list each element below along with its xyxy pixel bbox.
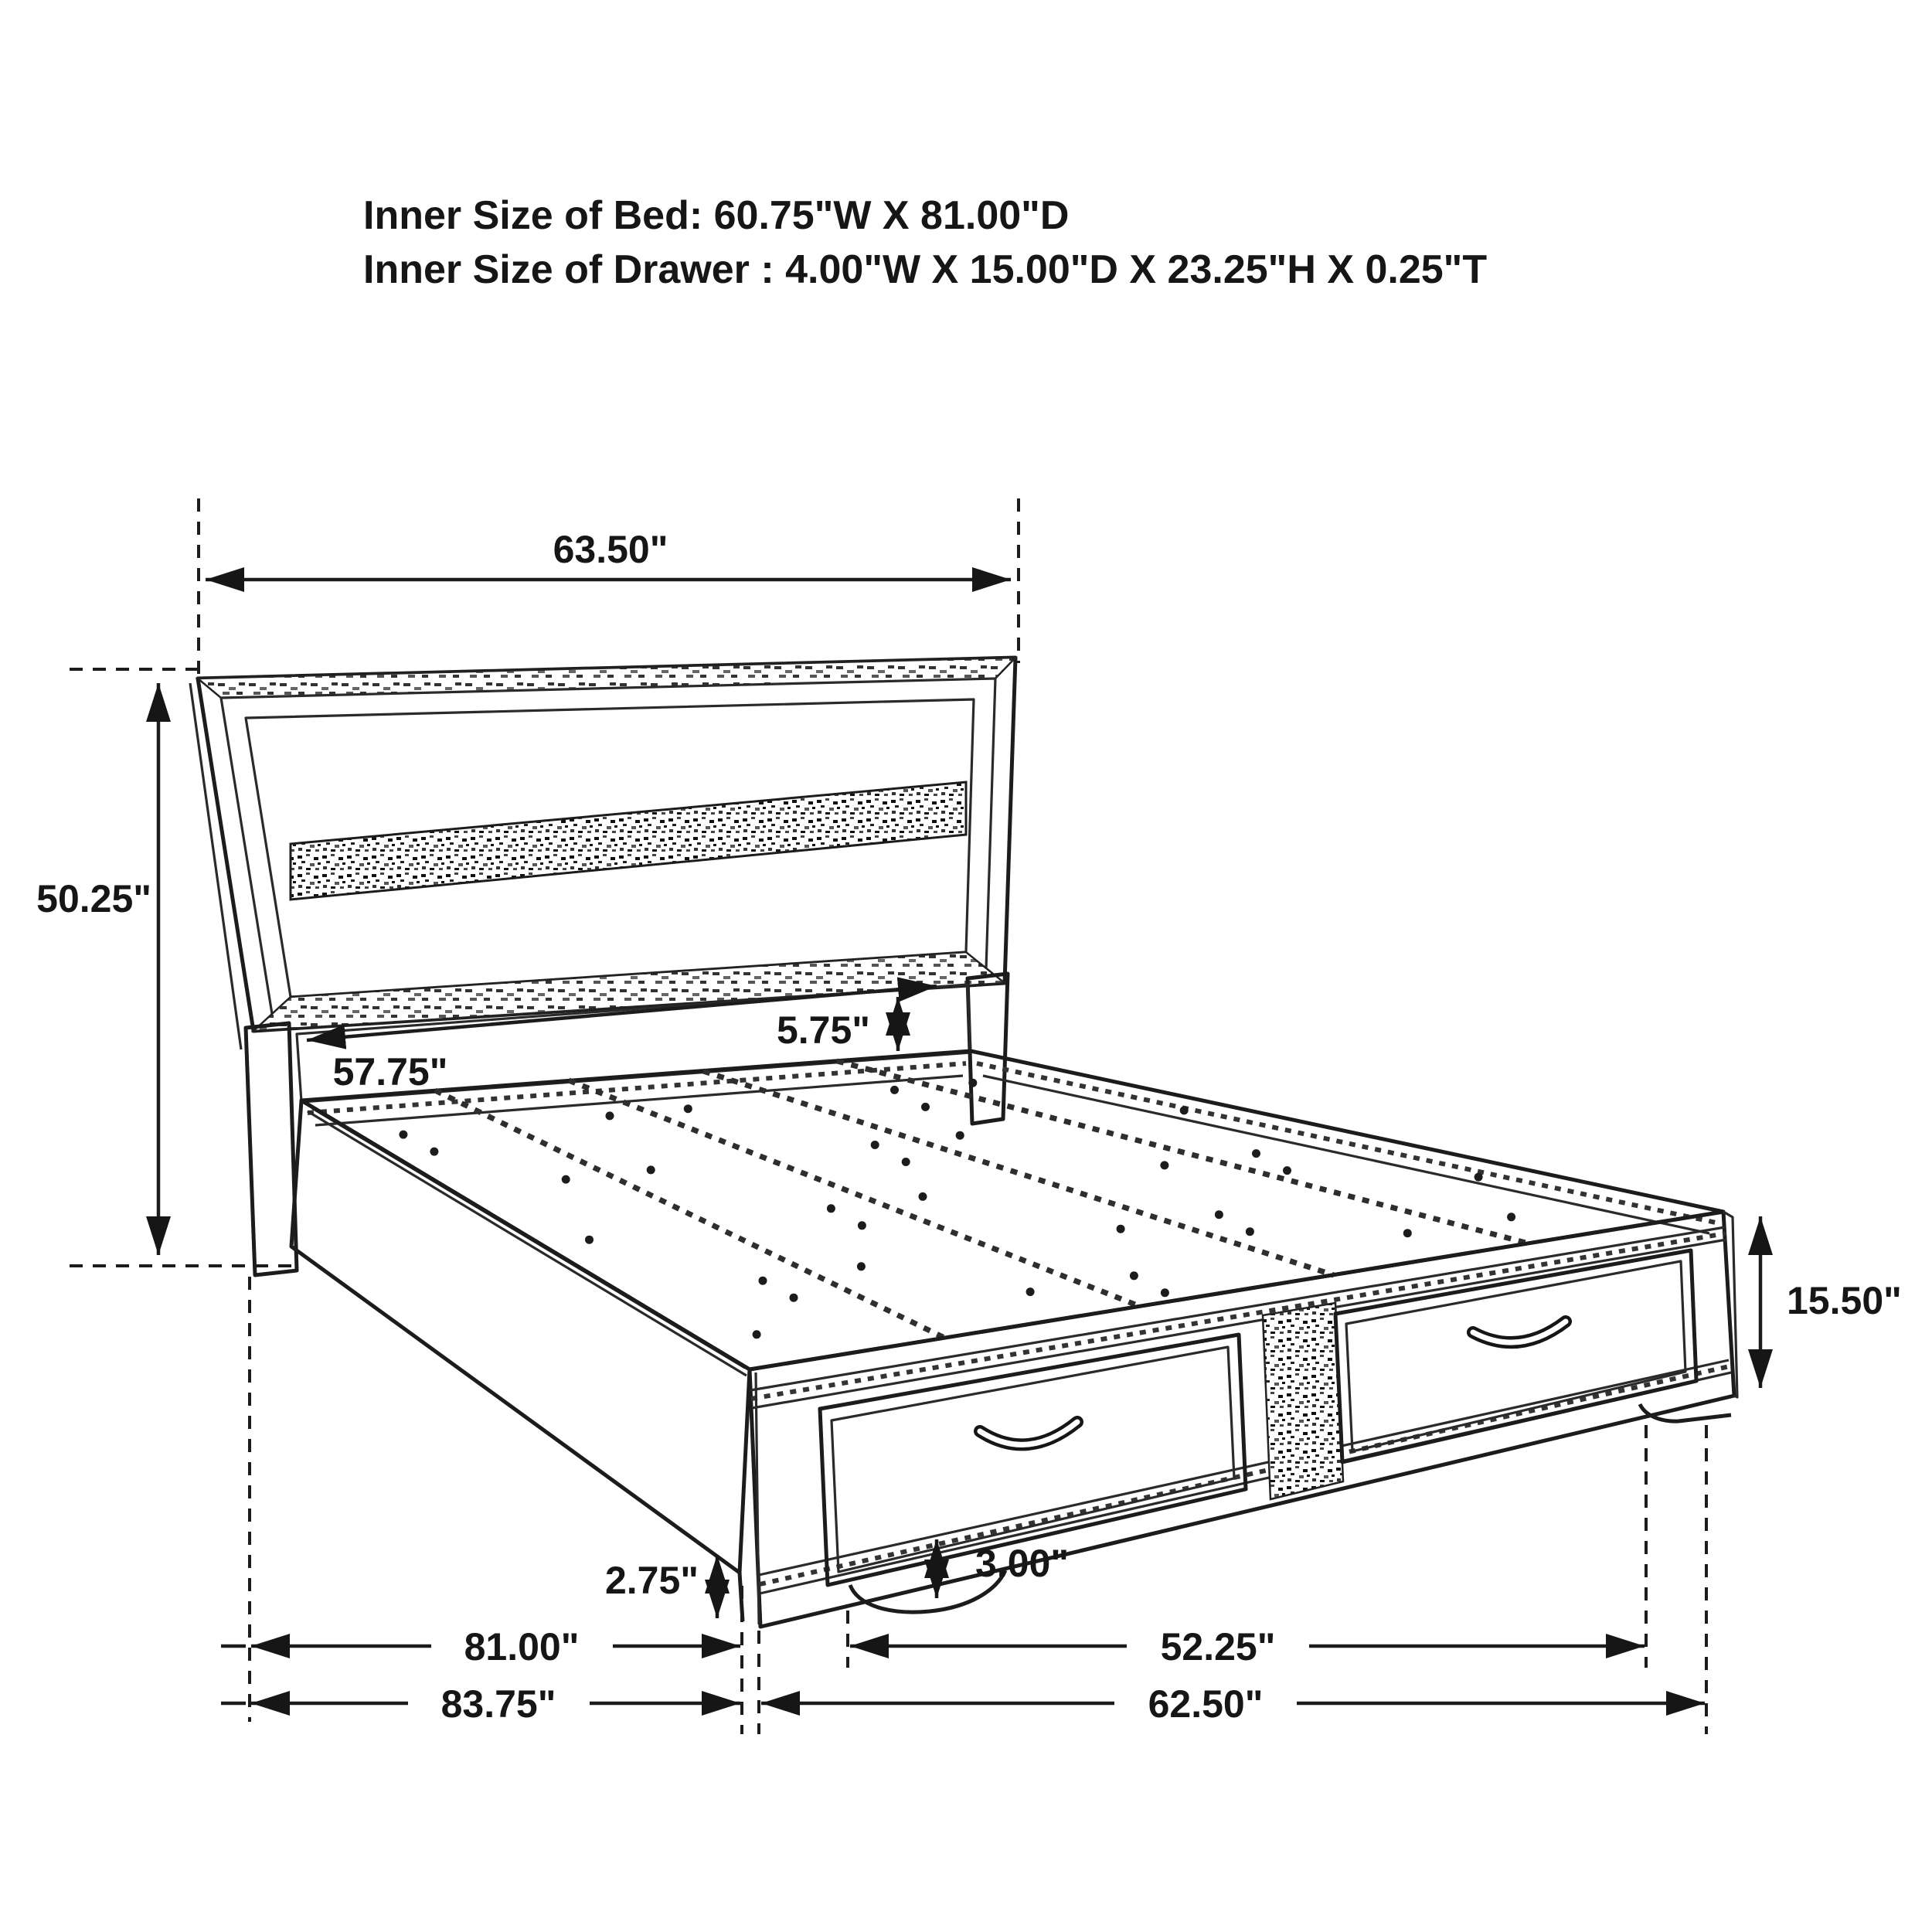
deck-dot: [858, 1221, 866, 1230]
dim-rail-height: [777, 997, 898, 1052]
dim-footboard-width: [761, 1677, 1705, 1730]
dim-label: 62.50": [1148, 1682, 1264, 1726]
deck-dot: [606, 1111, 614, 1120]
deck-dot: [1026, 1287, 1035, 1296]
deck-dot: [1403, 1229, 1412, 1237]
title-block: [363, 193, 1487, 292]
dim-rail-clearance: [605, 1555, 717, 1618]
mattress-deck: [301, 1051, 1723, 1369]
deck-right-bead: [977, 1063, 1716, 1223]
headboard-edge-line: [190, 683, 241, 1049]
dimension-annotations: [36, 528, 1902, 1730]
dim-label: 83.75": [440, 1682, 556, 1726]
headboard-left-leg: [246, 1023, 297, 1275]
deck-dot: [1215, 1210, 1223, 1219]
dim-footboard-height: [1760, 1216, 1902, 1388]
deck-dot: [399, 1131, 407, 1139]
deck-dot: [1283, 1166, 1291, 1175]
dim-label: 63.50": [553, 528, 668, 571]
deck-dot: [1161, 1288, 1169, 1297]
deck-dot: [902, 1158, 910, 1166]
slat-seam: [569, 1080, 1139, 1306]
dim-headboard-width: [206, 528, 1011, 580]
deck-dot: [1130, 1271, 1138, 1280]
dim-label: 52.25": [1160, 1625, 1276, 1668]
deck-dot: [585, 1236, 594, 1244]
footboard-left-edge: [756, 1372, 759, 1624]
deck-dot: [684, 1104, 692, 1113]
dim-headboard-height: [36, 683, 158, 1255]
deck-dot: [430, 1148, 438, 1156]
deck-dot: [857, 1262, 866, 1270]
deck-dot: [1246, 1227, 1254, 1236]
deck-dot: [827, 1204, 835, 1213]
deck-dot: [1507, 1213, 1515, 1221]
deck-dot: [759, 1277, 767, 1285]
dim-overall-depth: [221, 1677, 740, 1730]
deck-dot: [968, 1079, 977, 1087]
deck-surface: [301, 1051, 1723, 1369]
deck-dot: [921, 1103, 930, 1111]
dim-label: 57.75": [332, 1050, 448, 1094]
slat-seam: [837, 1061, 1529, 1243]
dim-inner-depth: [221, 1620, 740, 1672]
deck-dot: [919, 1192, 927, 1201]
deck-dot: [647, 1165, 655, 1174]
footboard-top-border: [750, 1227, 1725, 1390]
deck-dot: [871, 1141, 879, 1149]
deck-dot: [1252, 1149, 1260, 1158]
deck-dot: [1160, 1161, 1168, 1169]
headboard-top-molding: [198, 658, 1015, 698]
deck-dot: [753, 1330, 761, 1338]
title-line-1: Inner Size of Bed: 60.75"W X 81.00"D: [363, 193, 1070, 238]
deck-dot: [956, 1131, 964, 1140]
left-rail-corner-edge: [740, 1573, 743, 1621]
dim-label: 50.25": [36, 877, 151, 920]
dim-label: 15.50": [1787, 1279, 1902, 1322]
footboard: [750, 1212, 1737, 1627]
dim-label: 2.75": [604, 1559, 699, 1602]
deck-dot: [1180, 1106, 1189, 1114]
deck-right-edge-line: [983, 1076, 1709, 1233]
glitter-accent-band: [291, 782, 966, 900]
dim-label: 81.00": [464, 1625, 580, 1668]
deck-dot: [1117, 1225, 1125, 1233]
dim-label: 3.00": [975, 1542, 1070, 1585]
left-rail-lip: [308, 1111, 747, 1376]
deck-dot: [790, 1294, 798, 1302]
headboard: [190, 658, 1015, 1275]
title-line-2: Inner Size of Drawer : 4.00"W X 15.00"D X 23.25"H X 0.25"T: [363, 247, 1488, 292]
headboard-right-leg: [968, 974, 1008, 1124]
slat-seam: [435, 1090, 944, 1338]
deck-dot: [1475, 1173, 1483, 1182]
dim-drawer-section-width: [850, 1620, 1645, 1672]
deck-dot: [890, 1086, 899, 1094]
drawer-divider-accent: [1263, 1303, 1343, 1499]
dim-label: 5.75": [776, 1009, 870, 1052]
left-side-rail: [291, 1100, 750, 1621]
deck-dot: [562, 1175, 570, 1184]
slat-seam: [703, 1071, 1334, 1275]
